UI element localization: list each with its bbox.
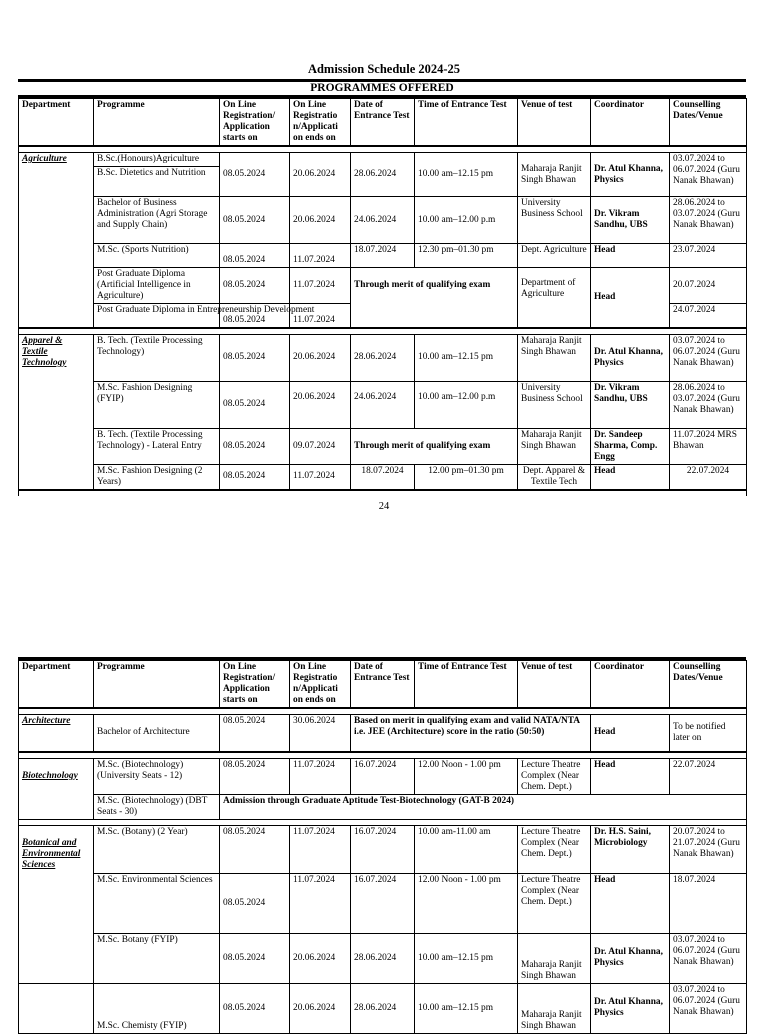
table-row: [19, 758, 747, 794]
coordinator-cell: Dr. H.S. Saini, Microbiology: [591, 825, 670, 873]
header-programme: Programme: [94, 661, 220, 709]
programme-cell: M.Sc. Fashion Designing (FYIP): [94, 381, 220, 428]
reg-end-cell: 20.06.2024: [290, 153, 351, 197]
counselling-cell: 23.07.2024: [670, 244, 747, 268]
schedule-table-page2: [18, 660, 747, 1034]
header-reg-end: On Line Registratio n/Applicati on ends on: [290, 661, 351, 709]
schedule-table-page1: [18, 98, 747, 496]
reg-end-cell: 11.07.2024: [290, 244, 351, 268]
header-test-time: Time of Entrance Test: [415, 661, 518, 709]
counselling-cell: 20.07.2024 to 21.07.2024 (Guru Nanak Bhawan): [670, 825, 747, 873]
reg-start-cell: 08.05.2024: [220, 197, 290, 244]
programme-cell: B. Tech. (Textile Processing Technology) - Lateral Entry: [94, 428, 220, 464]
merit-note: Through merit of qualifying exam: [351, 268, 518, 328]
coordinator-cell: Head: [591, 873, 670, 933]
venue-cell: Lecture Theatre Complex (Near Chem. Dept.): [518, 758, 591, 794]
header-reg-start: On Line Registration/ Application starts on: [220, 99, 290, 147]
coordinator-cell: Head: [591, 244, 670, 268]
programme-cell: Bachelor of Business Administration (Agri Storage and Supply Chain): [94, 197, 220, 244]
venue-cell: Maharaja Ranjit Singh Bhawan: [518, 334, 591, 381]
programme-cell: B. Tech. (Textile Processing Technology): [94, 334, 220, 381]
programme-cell: M.Sc. (Biotechnology) (DBT Seats - 30): [94, 794, 220, 819]
venue-cell: Department of Agriculture: [518, 268, 591, 328]
header-test-date: Date of Entrance Test: [351, 661, 415, 709]
coordinator-cell: Dr. Sandeep Sharma, Comp. Engg: [591, 428, 670, 464]
reg-end-cell: 20.06.2024: [290, 983, 351, 1033]
coordinator-cell: Head: [591, 758, 670, 794]
admission-note: Admission through Graduate Aptitude Test-Biotechnology (GAT-B 2024): [220, 794, 747, 819]
test-time-cell: 10.00 am–12.15 pm: [415, 334, 518, 381]
table-row: [19, 983, 747, 1033]
counselling-cell: 11.07.2024 MRS Bhawan: [670, 428, 747, 464]
page-25: [0, 650, 768, 1031]
programme-cell: M.Sc. (Botany) (2 Year): [94, 825, 220, 873]
table-row: [19, 464, 747, 490]
test-time-cell: 10.00 am–12.00 p.m: [415, 197, 518, 244]
coordinator-cell: Dr. Atul Khanna, Physics: [591, 334, 670, 381]
coordinator-cell: Dr. Vikram Sandhu, UBS: [591, 381, 670, 428]
reg-start-cell: 08.05.2024: [220, 758, 290, 794]
page-number: 24: [378, 501, 390, 512]
counselling-cell: 03.07.2024 to 06.07.2024 (Guru Nanak Bhawan): [670, 983, 747, 1033]
counselling-cell: 03.07.2024 to 06.07.2024 (Guru Nanak Bhawan): [670, 153, 747, 197]
reg-end-cell: 11.07.2024: [290, 873, 351, 933]
reg-start-cell: 08.05.2024: [220, 334, 290, 381]
counselling-cell: 18.07.2024: [670, 873, 747, 933]
test-date-cell: 18.07.2024: [351, 464, 415, 490]
header-row: [19, 661, 747, 709]
coordinator-cell: Head: [591, 715, 670, 752]
reg-start-cell: 08.05.2024: [220, 983, 290, 1033]
department-apparel-textile: Apparel & Textile Technology: [19, 334, 94, 490]
test-date-cell: 16.07.2024: [351, 825, 415, 873]
test-time-cell: 10.00 am–12.00 p.m: [415, 381, 518, 428]
table-subtitle: PROGRAMMES OFFERED: [310, 82, 454, 94]
test-time-cell: 10.00 am–12.15 pm: [415, 933, 518, 983]
counselling-cell: 20.07.2024: [670, 268, 747, 304]
coordinator-cell: Head: [591, 464, 670, 490]
test-date-cell: 28.06.2024: [351, 153, 415, 197]
venue-cell: Lecture Theatre Complex (Near Chem. Dept.): [518, 825, 591, 873]
venue-cell: Dept. Apparel & Textile Tech: [518, 464, 591, 490]
test-date-cell: 16.07.2024: [351, 758, 415, 794]
test-time-cell: 12.00 pm–01.30 pm: [415, 464, 518, 490]
header-reg-end: On Line Registratio n/Applicati on ends on: [290, 99, 351, 147]
counselling-cell: 22.07.2024: [670, 464, 747, 490]
test-time-cell: 12.00 Noon - 1.00 pm: [415, 873, 518, 933]
header-test-date: Date of Entrance Test: [351, 99, 415, 147]
counselling-cell: 03.07.2024 to 06.07.2024 (Guru Nanak Bhawan): [670, 334, 747, 381]
reg-end-cell: 09.07.2024: [290, 428, 351, 464]
counselling-cell: 28.06.2024 to 03.07.2024 (Guru Nanak Bhawan): [670, 381, 747, 428]
test-date-cell: 24.06.2024: [351, 381, 415, 428]
coordinator-cell: Dr. Atul Khanna, Physics: [591, 983, 670, 1033]
reg-end-cell: 11.07.2024: [290, 304, 351, 328]
header-counselling: Counselling Dates/Venue: [670, 99, 747, 147]
reg-end-cell: 11.07.2024: [290, 825, 351, 873]
reg-start-cell: 08.05.2024: [220, 715, 290, 752]
counselling-cell: 22.07.2024: [670, 758, 747, 794]
reg-start-cell: 08.05.2024: [220, 428, 290, 464]
table-row: [19, 197, 747, 244]
venue-cell: Maharaja Ranjit Singh Bhawan: [518, 428, 591, 464]
reg-end-cell: 11.07.2024: [290, 464, 351, 490]
reg-start-cell: 08.05.2024: [220, 464, 290, 490]
header-venue: Venue of test: [518, 99, 591, 147]
programme-cell: Post Graduate Diploma (Artificial Intelligence in Agriculture): [94, 268, 220, 304]
test-date-cell: 28.06.2024: [351, 983, 415, 1033]
test-time-cell: 12.00 Noon - 1.00 pm: [415, 758, 518, 794]
department-botanical-environmental: Botanical and Environmental Sciences: [19, 825, 94, 983]
reg-start-cell: 08.05.2024: [220, 304, 290, 328]
venue-cell: Dept. Agriculture: [518, 244, 591, 268]
venue-cell: Maharaja Ranjit Singh Bhawan: [518, 983, 591, 1033]
test-time-cell: 10.00 am–12.15 pm: [415, 983, 518, 1033]
header-department: Department: [19, 661, 94, 709]
programme-cell: Post Graduate Diploma in Entrepreneurship Development: [94, 304, 220, 328]
table-row: [19, 825, 747, 873]
department-agriculture: Agriculture: [19, 153, 94, 328]
table-row: [19, 334, 747, 381]
reg-start-cell: 08.05.2024: [220, 381, 290, 428]
reg-start-cell: 08.05.2024: [220, 825, 290, 873]
table-row: [19, 428, 747, 464]
coordinator-cell: Dr. Atul Khanna, Physics: [591, 933, 670, 983]
reg-start-cell: 08.05.2024: [220, 268, 290, 304]
reg-start-cell: 08.05.2024: [220, 873, 290, 933]
venue-cell: Lecture Theatre Complex (Near Chem. Dept.): [518, 873, 591, 933]
test-time-cell: 10.00 am–12.15 pm: [415, 153, 518, 197]
table-row: [19, 873, 747, 933]
header-programme: Programme: [94, 99, 220, 147]
test-date-cell: 24.06.2024: [351, 197, 415, 244]
reg-start-cell: 08.05.2024: [220, 153, 290, 197]
venue-cell: Maharaja Ranjit Singh Bhawan: [518, 153, 591, 197]
reg-start-cell: 08.05.2024: [220, 933, 290, 983]
programme-cell: M.Sc. (Biotechnology) (University Seats - 12): [94, 758, 220, 794]
merit-note: Through merit of qualifying exam: [351, 428, 518, 464]
table-row: [19, 244, 747, 268]
table-row: [19, 933, 747, 983]
venue-cell: University Business School: [518, 197, 591, 244]
venue-cell: University Business School: [518, 381, 591, 428]
table-row: [19, 381, 747, 428]
table-row: [19, 153, 747, 197]
header-coordinator: Coordinator: [591, 661, 670, 709]
table-row: [19, 794, 747, 819]
header-department: Department: [19, 99, 94, 147]
coordinator-cell: Dr. Vikram Sandhu, UBS: [591, 197, 670, 244]
coordinator-cell: Head: [591, 268, 670, 328]
header-coordinator: Coordinator: [591, 99, 670, 147]
programme-cell: M.Sc. Fashion Designing (2 Years): [94, 464, 220, 490]
test-date-cell: 28.06.2024: [351, 933, 415, 983]
table-row: [19, 715, 747, 752]
programme-cell: M.Sc. Chemisty (FYIP): [94, 983, 220, 1033]
programme-cell: B.Sc. Dietetics and Nutrition: [97, 168, 206, 178]
programme-cell: M.Sc. Environmental Sciences: [94, 873, 220, 933]
header-counselling: Counselling Dates/Venue: [670, 661, 747, 709]
programme-cell: M.Sc. Botany (FYIP): [94, 933, 220, 983]
department-biotechnology: Biotechnology: [19, 758, 94, 819]
header-venue: Venue of test: [518, 661, 591, 709]
table-row: [19, 268, 747, 304]
coordinator-cell: Dr. Atul Khanna, Physics: [591, 153, 670, 197]
department-architecture: Architecture: [19, 715, 94, 752]
programme-cell: M.Sc. (Sports Nutrition): [94, 244, 220, 268]
reg-end-cell: 20.06.2024: [290, 381, 351, 428]
test-date-cell: 16.07.2024: [351, 873, 415, 933]
header-reg-start: On Line Registration/ Application starts on: [220, 661, 290, 709]
reg-end-cell: 11.07.2024: [290, 758, 351, 794]
counselling-cell: 03.07.2024 to 06.07.2024 (Guru Nanak Bhawan): [670, 933, 747, 983]
test-time-cell: 10.00 am-11.00 am: [415, 825, 518, 873]
merit-note: Based on merit in qualifying exam and valid NATA/NTA i.e. JEE (Architecture) score in the ratio (50:50): [351, 715, 591, 752]
test-date-cell: 28.06.2024: [351, 334, 415, 381]
reg-end-cell: 20.06.2024: [290, 197, 351, 244]
reg-end-cell: 11.07.2024: [290, 268, 351, 304]
page-title: Admission Schedule 2024-25: [307, 62, 461, 76]
test-date-cell: 18.07.2024: [351, 244, 415, 268]
counselling-cell: 24.07.2024: [670, 304, 747, 328]
counselling-cell: To be notified later on: [670, 715, 747, 752]
counselling-cell: 28.06.2024 to 03.07.2024 (Guru Nanak Bhawan): [670, 197, 747, 244]
header-row: [19, 99, 747, 147]
programme-cell: B.Sc.(Honours)Agriculture: [94, 153, 219, 167]
reg-start-cell: 08.05.2024: [220, 244, 290, 268]
reg-end-cell: 20.06.2024: [290, 334, 351, 381]
venue-cell: Maharaja Ranjit Singh Bhawan: [518, 933, 591, 983]
header-test-time: Time of Entrance Test: [415, 99, 518, 147]
reg-end-cell: 30.06.2024: [290, 715, 351, 752]
programme-cell: Bachelor of Architecture: [94, 715, 220, 752]
reg-end-cell: 20.06.2024: [290, 933, 351, 983]
test-time-cell: 12.30 pm–01.30 pm: [415, 244, 518, 268]
